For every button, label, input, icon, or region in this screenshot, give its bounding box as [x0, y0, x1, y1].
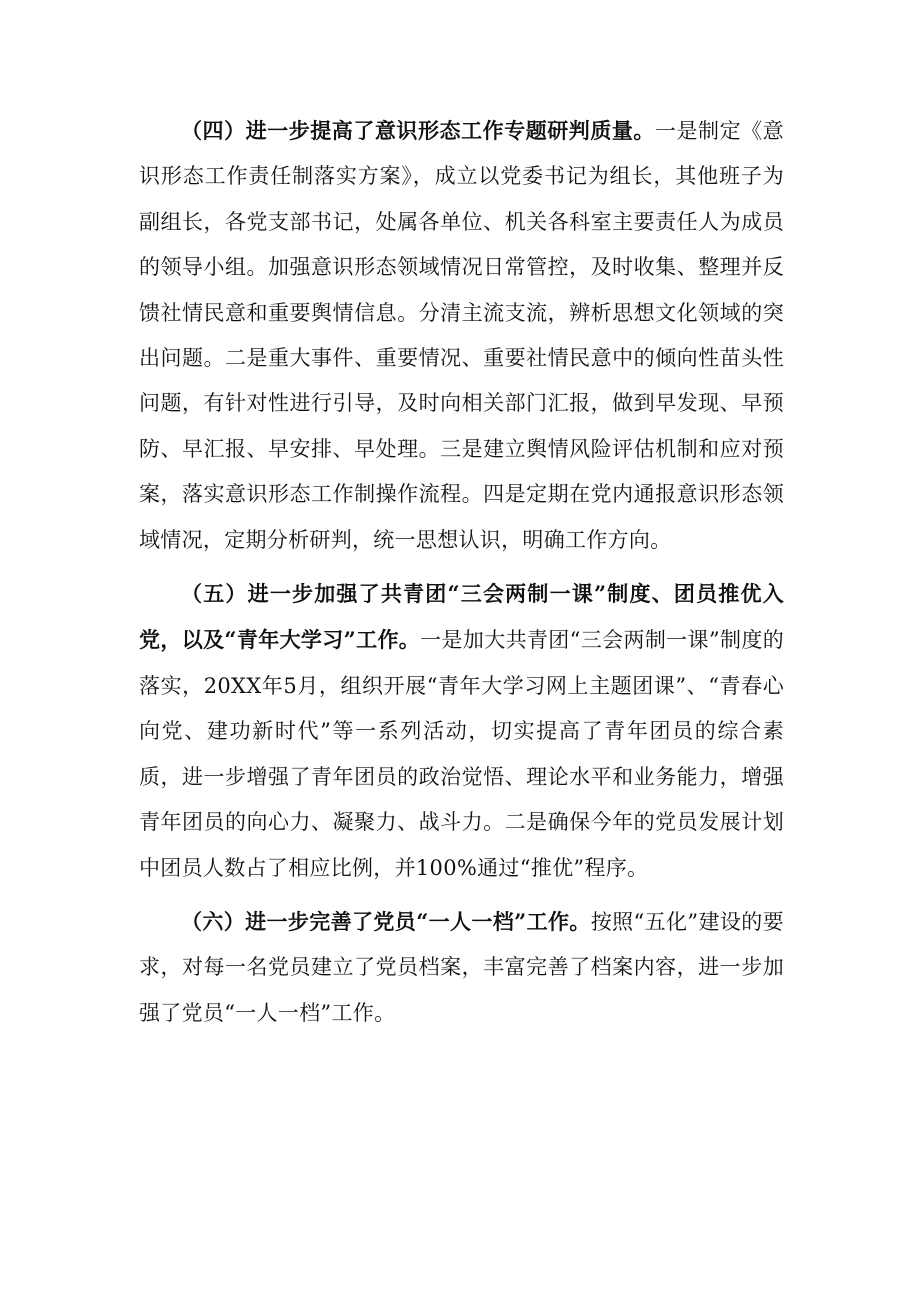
paragraph-5-heading: （五）进一步加强了共青团“三会两制一课”制度、团员推优入党，以及“青年大学习”工作。: [139, 581, 784, 653]
paragraph-6: [139, 899, 784, 1036]
paragraph-6-text: 按照“五化”建设的要求，对每一名党员建立了党员档案，丰富完善了档案内容，进一步加强了党员“一人一档”工作。: [139, 909, 784, 1025]
paragraph-4-text: 一是制定《意识形态工作责任制落实方案》，成立以党委书记为组长，其他班子为副组长，各党支部书记，处属各单位、机关各科室主要责任人为成员的领导小组。加强意识形态领域情况日常管控，及时收集、整理并反馈社情民意和重要舆情信息。分清主流支流，辨析思想文化领域的突出问题。二是重大事件、重要情况、重要社情民意中的倾向性苗头性问题，有针对性进行引导，及时向相关部门汇报，做到早发现、早预防、早汇报、早安排、早处理。三是建立舆情风险评估机制和应对预案，落实意识形态工作制操作流程。四是定期在党内通报意识形态领域情况，定期分析研判，统一思想认识，明确工作方向。: [139, 119, 784, 552]
paragraph-4: [139, 108, 784, 563]
paragraph-4-heading: （四）进一步提高了意识形态工作专题研判质量。: [181, 118, 655, 143]
paragraph-5: [139, 571, 784, 891]
paragraph-6-heading: （六）进一步完善了党员“一人一档”工作。: [181, 908, 591, 934]
document-body: [139, 108, 784, 1036]
paragraph-5-text: 一是加大共青团“三会两制一课”制度的落实，20XX年5月，组织开展“青年大学习网上主题团课”、“青春心向党、建功新时代”等一系列活动，切实提高了青年团员的综合素质，进一步增强了青年团员的政治觉悟、理论水平和业务能力，增强青年团员的向心力、凝聚力、战斗力。二是确保今年的党员发展计划中团员人数占了相应比例，并100%通过“推优”程序。: [139, 628, 784, 880]
